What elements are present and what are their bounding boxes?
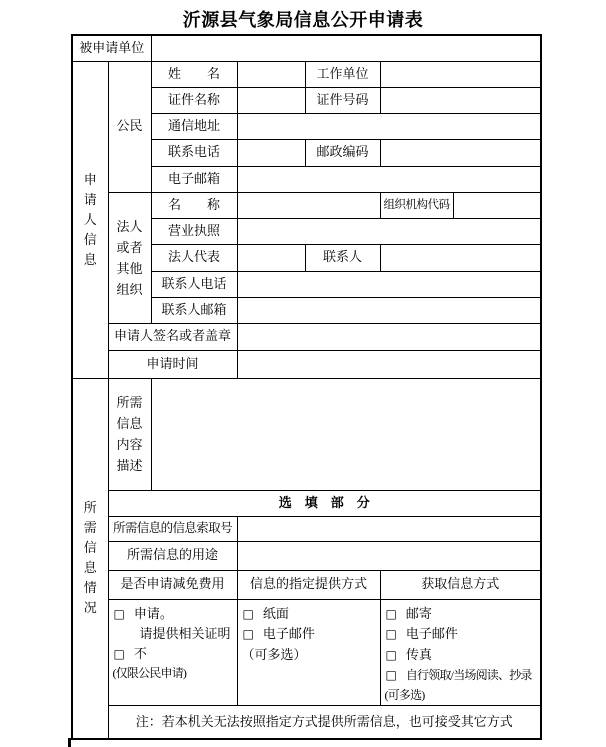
citizen-group-label: 公民 xyxy=(108,61,151,192)
legal-representative-label: 法人代表 xyxy=(151,244,237,271)
fee-option-no[interactable] xyxy=(113,644,235,665)
fee-header: 是否申请减免费用 xyxy=(108,570,237,599)
checkbox-icon[interactable]: □ xyxy=(385,647,397,662)
applicant-section-label: 申请人信息 xyxy=(72,61,108,378)
contact-email-value-field[interactable] xyxy=(237,297,541,323)
obtain-header: 获取信息方式 xyxy=(380,570,541,599)
org-name-value-field[interactable] xyxy=(237,192,380,218)
checkbox-icon[interactable]: □ xyxy=(385,606,397,621)
fee-option-apply-note: 请提供相关证明 xyxy=(139,626,231,641)
obtain-option-email[interactable] xyxy=(385,624,539,645)
checkbox-icon[interactable]: □ xyxy=(385,668,397,682)
provide-option-email[interactable] xyxy=(242,624,378,645)
applied-unit-label: 被申请单位 xyxy=(72,35,151,61)
application-form-table xyxy=(71,34,542,740)
signature-value-field[interactable] xyxy=(237,323,541,350)
applied-unit-value-field[interactable] xyxy=(151,35,541,61)
address-label: 通信地址 xyxy=(151,113,237,139)
provide-option-paper-label: 纸面 xyxy=(262,605,289,621)
checkbox-icon[interactable]: □ xyxy=(113,646,125,661)
purpose-label: 所需信息的用途 xyxy=(108,541,237,570)
checkbox-icon[interactable]: □ xyxy=(242,606,254,621)
cert-name-label: 证件名称 xyxy=(151,87,237,113)
phone-label: 联系电话 xyxy=(151,139,237,166)
optional-part-header: 选 填 部 分 xyxy=(108,490,541,516)
contact-phone-label: 联系人电话 xyxy=(151,271,237,297)
cert-number-value-field[interactable] xyxy=(380,87,541,113)
fee-option-no-label: 不 xyxy=(133,645,147,661)
purpose-value-field[interactable] xyxy=(237,541,541,570)
contact-email-label: 联系人邮箱 xyxy=(151,297,237,323)
apply-time-label: 申请时间 xyxy=(108,350,237,378)
provide-options-cell xyxy=(237,599,380,706)
provide-option-email-label: 电子邮件 xyxy=(262,626,315,641)
cert-number-label: 证件号码 xyxy=(305,87,380,113)
org-name-label: 名 称 xyxy=(151,192,237,218)
content-desc-label: 所需信息内容描述 xyxy=(108,378,151,490)
business-license-value-field[interactable] xyxy=(237,218,541,244)
apply-time-value-field[interactable] xyxy=(237,350,541,378)
obtain-option-fax-label: 传真 xyxy=(405,646,432,662)
fee-footnote: (仅限公民申请) xyxy=(112,666,187,680)
business-license-label: 营业执照 xyxy=(151,218,237,244)
obtain-option-mail-label: 邮寄 xyxy=(405,605,432,621)
index-number-value-field[interactable] xyxy=(237,516,541,541)
organization-group-label: 法人或者其他组织 xyxy=(108,192,151,323)
checkbox-icon[interactable]: □ xyxy=(385,627,397,641)
postal-code-label: 邮政编码 xyxy=(305,139,380,166)
obtain-option-mail[interactable] xyxy=(385,604,539,625)
provide-footnote: （可多选） xyxy=(241,646,307,662)
text-cursor xyxy=(68,738,71,747)
address-value-field[interactable] xyxy=(237,113,541,139)
obtain-option-fax[interactable] xyxy=(385,645,539,666)
required-info-section-label: 所需信息情况 xyxy=(72,378,108,739)
postal-code-value-field[interactable] xyxy=(380,139,541,166)
provide-option-paper[interactable] xyxy=(242,604,378,625)
work-unit-label: 工作单位 xyxy=(305,61,380,87)
phone-value-field[interactable] xyxy=(237,139,305,166)
contact-phone-value-field[interactable] xyxy=(237,271,541,297)
fee-option-apply[interactable] xyxy=(113,604,235,625)
name-value-field[interactable] xyxy=(237,61,305,87)
checkbox-icon[interactable]: □ xyxy=(242,627,254,641)
obtain-footnote: (可多选) xyxy=(384,687,425,702)
email-value-field[interactable] xyxy=(237,166,541,192)
obtain-options-cell xyxy=(380,599,541,706)
contact-person-value-field[interactable] xyxy=(380,244,541,271)
fee-options-cell xyxy=(108,599,237,706)
signature-label: 申请人签名或者盖章 xyxy=(108,323,237,350)
obtain-option-self-label: 自行领取/当场阅读、抄录 xyxy=(405,668,532,682)
cert-name-value-field[interactable] xyxy=(237,87,305,113)
org-code-value-field[interactable] xyxy=(453,192,541,218)
name-label: 姓 名 xyxy=(151,61,237,87)
index-number-label: 所需信息的信息索取号 xyxy=(108,516,237,541)
obtain-option-email-label: 电子邮件 xyxy=(405,626,458,641)
checkbox-icon[interactable]: □ xyxy=(113,606,125,621)
content-desc-value-field[interactable] xyxy=(151,378,541,490)
obtain-option-self[interactable] xyxy=(385,665,539,686)
contact-person-label: 联系人 xyxy=(305,244,380,271)
provide-header: 信息的指定提供方式 xyxy=(237,570,380,599)
org-code-label: 组织机构代码 xyxy=(380,192,453,218)
email-label: 电子邮箱 xyxy=(151,166,237,192)
legal-representative-value-field[interactable] xyxy=(237,244,305,271)
work-unit-value-field[interactable] xyxy=(380,61,541,87)
form-note: 注：若本机关无法按照指定方式提供所需信息，也可接受其它方式 xyxy=(108,706,541,739)
fee-option-apply-label: 申请。 xyxy=(133,605,173,621)
form-title: 沂源县气象局信息公开申请表 xyxy=(182,10,424,30)
